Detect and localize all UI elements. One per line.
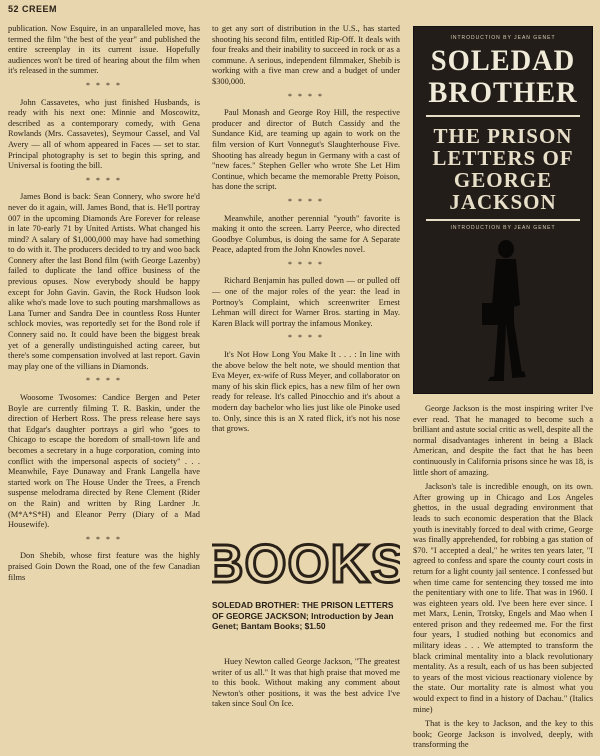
cover-intro-bottom: INTRODUCTION BY JEAN GENET: [450, 225, 556, 231]
paragraph: That is the key to Jackson, and the key to this book; George Jackson is involved, deeply, with transforming the: [413, 719, 593, 750]
cover-intro-top: INTRODUCTION BY JEAN GENET: [450, 35, 556, 41]
column-left: [8, 24, 200, 587]
books-logo-text: BOOKS: [212, 534, 400, 594]
book-review-body: [212, 657, 400, 710]
section-separator: * * * *: [86, 376, 122, 386]
cover-subtitle-line: THE PRISON: [433, 124, 573, 148]
book-review-heading: SOLEDAD BROTHER: THE PRISON LETTERS OF GEORGE JACKSON; Introduction by Jean Genet; Bantam Books; $1.50: [212, 600, 394, 631]
section-separator: * * * *: [288, 259, 324, 269]
cover-subtitle-line: GEORGE: [453, 168, 553, 192]
paragraph: Paul Monash and George Roy Hill, the respective producer and director of Butch Cassidy and the Sundance Kid, are teaming up again to work on the film version of Kurt Vonnegut's Slaughterhouse Five. Shooting has already begun in Germany with a cast of "new faces." Stephen Geller who wrote She Let Him Continue, which became the memorable Pretty Poison, has done the script.: [212, 108, 400, 192]
section-separator: * * * *: [288, 91, 324, 101]
paragraph: It's Not How Long You Make It . . . : In line with the above below the belt note, we should mention that Eva Meyer, ex-wife of Russ Meyer, and collaborator on many of his skin flick epics, has a new film of her own ready for release. It's called Pinocchio and it's about a modern day bachelor who lies just like ole Pinoke used to. Only, since this is an X rated flick, it's not his nose that grows.: [212, 350, 400, 434]
paragraph: to get any sort of distribution in the U.S., has started shooting his second film, entitled Rip-Off. It deals with four freaks and their inability to succeed in rock or as a commune. A serious, independent filmmaker, Shebib is working with a five man crew and a budget of under $300,000.: [212, 24, 400, 86]
section-separator: * * * *: [86, 80, 122, 90]
column-right: [413, 404, 593, 755]
cover-title-line: BROTHER: [428, 76, 578, 109]
paragraph: Woosome Twosomes: Candice Bergen and Peter Boyle are currently filming T. R. Baskin, under the direction of Herbert Ross. The press release here says that Edgar's daughter portrays a girl who "goes to Chicago to escape the boredom of small-town life and becomes a secretary in a huge corporation, coming into conflict with the impersonal aspects of society" . . . Meanwhile, Faye Dunaway and Frank Langella have started work on The House Under the Trees, a French suspense melodrama directed by Rene Clement (Rider on the Rain) and written by Ring Lardner Jr. (M*A*S*H) and Eleanor Perry (Diary of a Mad Housewife).: [8, 393, 200, 530]
cover-rule: [426, 115, 580, 117]
column-middle: [212, 24, 400, 439]
paragraph: publication. Now Esquire, in an unparalleled move, has termed the film "the best of the year" and published the entire screenplay in its current issue. Hopefully audiences won't be tired of hearing about the film when it's released in the summer.: [8, 24, 200, 76]
cover-title-line: SOLEDAD: [430, 44, 576, 77]
section-separator: * * * *: [288, 333, 324, 343]
cover-title: [424, 45, 582, 109]
paragraph: James Bond is back: Sean Connery, who swore he'd never do it again, will. James Bond, that is. He'll portray 007 in the upcoming Diamonds Are Forever for release in late 70-early 71 by United Artists. What changed his mind? A salary of $1,000,000 may have had something to do with it. The producers decided to try and woo back Connery after the last Bond film (with George Lazenby) failed to duplicate the land office business of the previous opuses. Now everybody should be happy except for John Gavin. Gavin, the Rock Hudson look alike who's made love to such pouting marshmallows as Lana Turner and Sandra Dee in countless Ross Hunter schlock movies, was reportedly set for the Bond role if Connery said no. It could have been the biggest break yet of a generally undistinguished acting career, but there's some compensation involved at last report. Gavin may play one of the villians in Diamonds.: [8, 192, 200, 371]
paragraph: Meanwhile, another perennial "youth" favorite is making it onto the screen. Larry Peerce, who directed Goodbye Columbus, is doing the same for A Separate Peace, adapted from the John Knowles novel.: [212, 213, 400, 255]
paragraph: Richard Benjamin has pulled down — or pulled off — one of the major roles of the year: the lead in Portnoy's Complaint, which screenwriter Ernest Lehman will direct for Warner Bros. starting in May. Karen Black will portray the infamous Monkey.: [212, 276, 400, 328]
section-separator: * * * *: [86, 534, 122, 544]
paragraph: John Cassavetes, who just finished Husbands, is ready with his next one: Minnie and Moscowitz, described as a contemporary comedy, with Gena Rowlands (Mrs. Cassavetes), Seymour Cassel, and Val Avery — all of whom appeared in Faces — set to star. Principal photography is set to begin this spring, and Universal is footing the bill.: [8, 97, 200, 171]
cover-subtitle-line: LETTERS OF: [432, 146, 574, 170]
paragraph: Jackson's tale is incredible enough, on its own. After growing up in Chicago and Los Angeles ghettos, in the usual degrading environment that leads to such economic desperation that the Black youth is inevitably forced to deal with crime, George was finally apprehended, for robbing a gas station of $70. "I accepted a deal," he writes ten years later, "I agreed to confess and spare the county court costs in return for a light county jail sentence. I confessed but when time came for sentencing they tossed me into the penitentiary with one to life. That was in 1960. I was eighteen years old. I've been here ever since. I met Marx, Lenin, Trotsky, Engels and Mao when I entered prison and they redeemed me. For the first four years, I studied nothing but economics and military ideas . . . We attempted to transform the black criminal mentality into a black revolutionary mentality. As a result, each of us has been subjected to years of the most vicious reactionary violence by the state. Our mortality rate is almost what you would expect to find in a history of Dachau." (Italics mine): [413, 482, 593, 714]
books-logo-graphic: [212, 532, 400, 594]
section-separator: * * * *: [288, 196, 324, 206]
page-header: 52 CREEM: [8, 4, 58, 14]
paragraph: Huey Newton called George Jackson, "The greatest writer of us all." It was that high praise that moved me to this book. Without making any comment about Newton's other positions, it was the best advice I've taken since Soul On Ice.: [212, 657, 400, 709]
paragraph: George Jackson is the most inspiring writer I've ever read. That he managed to become such a brilliant and astute social critic as well, despite all the normal disadvantages inherent in being a Black American, and despite the fact that he has been continuously in California prisons since he was 18, is little short of amazing.: [413, 404, 593, 477]
cover-subtitle-line: JACKSON: [449, 190, 557, 214]
book-cover-image: [413, 26, 593, 394]
section-separator: * * * *: [86, 175, 122, 185]
books-section-logo: [212, 532, 400, 594]
paragraph: Don Shebib, whose first feature was the highly praised Goin Down the Road, one of the few Canadian films: [8, 551, 200, 582]
walking-man-silhouette-icon: [474, 235, 534, 385]
cover-rule: [426, 219, 580, 221]
cover-subtitle: [420, 125, 586, 213]
